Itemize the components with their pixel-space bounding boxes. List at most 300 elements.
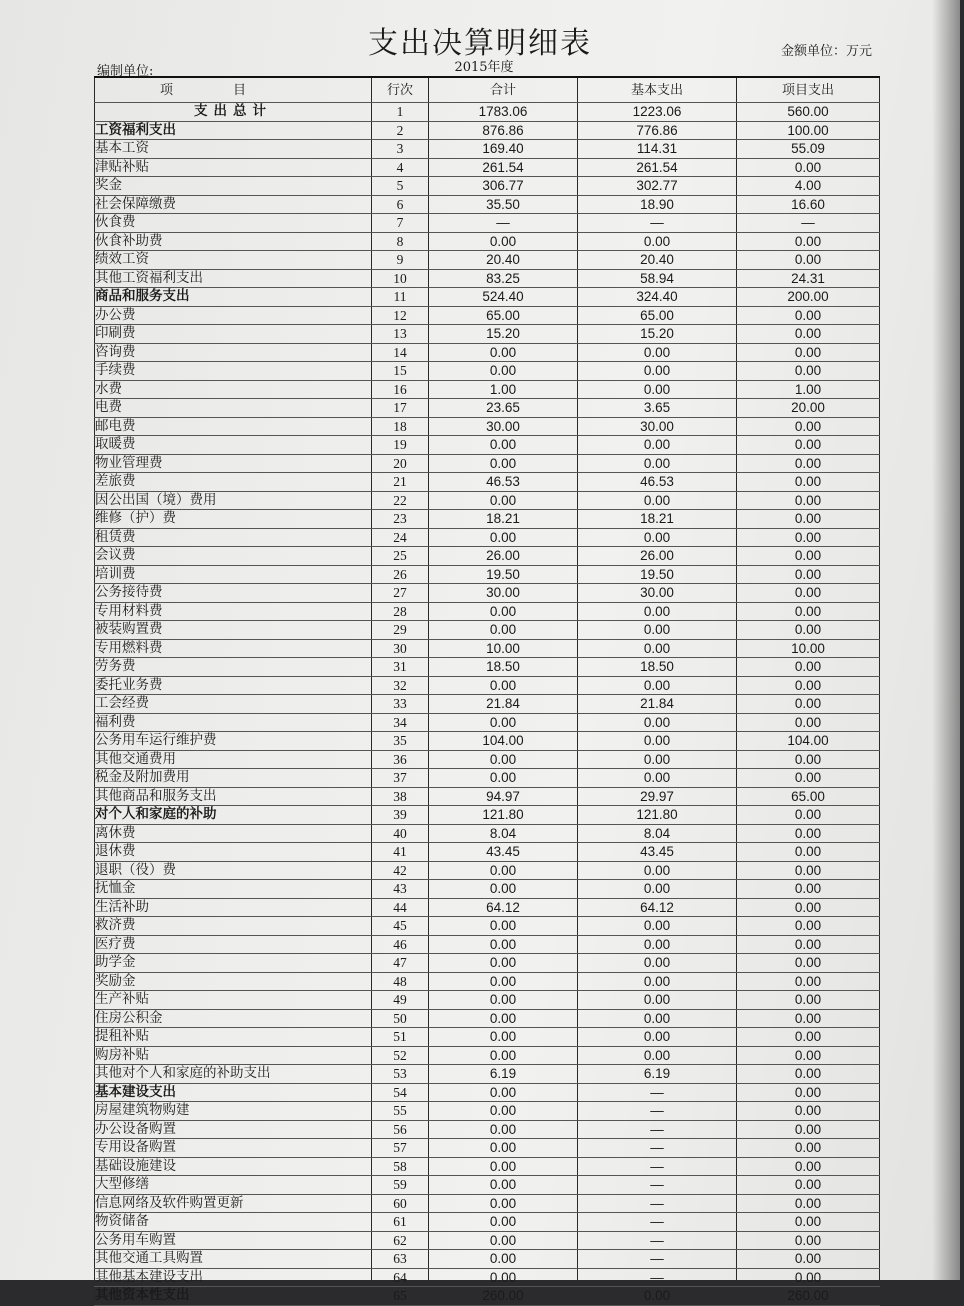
table-row bbox=[95, 232, 880, 251]
row-project: 0.00 bbox=[737, 528, 880, 547]
row-project: 0.00 bbox=[737, 676, 880, 695]
row-name: 生产补贴 bbox=[95, 991, 372, 1010]
table-row bbox=[95, 269, 880, 288]
row-name: 离休费 bbox=[95, 824, 372, 843]
row-project: 0.00 bbox=[737, 824, 880, 843]
column-header-name: 项目 bbox=[95, 77, 372, 103]
row-name: 委托业务费 bbox=[95, 676, 372, 695]
row-project: 65.00 bbox=[737, 787, 880, 806]
row-name: 工资福利支出 bbox=[95, 121, 372, 140]
row-total: 0.00 bbox=[429, 1083, 578, 1102]
row-name: 会议费 bbox=[95, 547, 372, 566]
row-basic: 302.77 bbox=[578, 177, 737, 196]
row-line-number: 30 bbox=[372, 639, 429, 658]
row-total: 20.40 bbox=[429, 251, 578, 270]
row-line-number: 64 bbox=[372, 1268, 429, 1287]
row-total: 23.65 bbox=[429, 399, 578, 418]
row-project: 16.60 bbox=[737, 195, 880, 214]
row-line-number: 47 bbox=[372, 954, 429, 973]
row-name: 支出总计 bbox=[95, 103, 372, 122]
table-row bbox=[95, 621, 880, 640]
table-row bbox=[95, 362, 880, 381]
row-basic: 21.84 bbox=[578, 695, 737, 714]
row-project: 0.00 bbox=[737, 325, 880, 344]
row-total: 0.00 bbox=[429, 1009, 578, 1028]
row-project: 0.00 bbox=[737, 935, 880, 954]
row-basic: 6.19 bbox=[578, 1065, 737, 1084]
row-line-number: 45 bbox=[372, 917, 429, 936]
table-row bbox=[95, 806, 880, 825]
row-total: 0.00 bbox=[429, 1102, 578, 1121]
row-basic: 15.20 bbox=[578, 325, 737, 344]
row-project: 260.00 bbox=[737, 1287, 880, 1306]
row-name: 专用材料费 bbox=[95, 602, 372, 621]
row-line-number: 46 bbox=[372, 935, 429, 954]
row-project: 200.00 bbox=[737, 288, 880, 307]
row-line-number: 7 bbox=[372, 214, 429, 233]
table-row bbox=[95, 417, 880, 436]
row-name: 税金及附加费用 bbox=[95, 769, 372, 788]
row-basic: 18.50 bbox=[578, 658, 737, 677]
row-basic: 29.97 bbox=[578, 787, 737, 806]
row-project: 0.00 bbox=[737, 1046, 880, 1065]
row-line-number: 31 bbox=[372, 658, 429, 677]
row-basic: 0.00 bbox=[578, 454, 737, 473]
row-total: 0.00 bbox=[429, 1157, 578, 1176]
row-total: 0.00 bbox=[429, 676, 578, 695]
row-total: 0.00 bbox=[429, 491, 578, 510]
row-basic: — bbox=[578, 1139, 737, 1158]
row-line-number: 49 bbox=[372, 991, 429, 1010]
row-total: 0.00 bbox=[429, 362, 578, 381]
table-row bbox=[95, 880, 880, 899]
row-line-number: 2 bbox=[372, 121, 429, 140]
row-basic: 0.00 bbox=[578, 528, 737, 547]
table-row bbox=[95, 473, 880, 492]
row-name: 其他资本性支出 bbox=[95, 1287, 372, 1306]
row-total: 0.00 bbox=[429, 232, 578, 251]
row-name: 培训费 bbox=[95, 565, 372, 584]
row-name: 其他工资福利支出 bbox=[95, 269, 372, 288]
row-basic: — bbox=[578, 1194, 737, 1213]
row-line-number: 24 bbox=[372, 528, 429, 547]
row-total: 0.00 bbox=[429, 1139, 578, 1158]
row-line-number: 40 bbox=[372, 824, 429, 843]
table-row bbox=[95, 584, 880, 603]
row-total: 0.00 bbox=[429, 1176, 578, 1195]
row-project: 0.00 bbox=[737, 251, 880, 270]
row-basic: 324.40 bbox=[578, 288, 737, 307]
row-line-number: 41 bbox=[372, 843, 429, 862]
table-row bbox=[95, 399, 880, 418]
row-project: 100.00 bbox=[737, 121, 880, 140]
row-total: 0.00 bbox=[429, 880, 578, 899]
row-line-number: 9 bbox=[372, 251, 429, 270]
row-name: 手续费 bbox=[95, 362, 372, 381]
table-row bbox=[95, 1065, 880, 1084]
table-row bbox=[95, 436, 880, 455]
row-line-number: 33 bbox=[372, 695, 429, 714]
row-name: 退休费 bbox=[95, 843, 372, 862]
row-project: 10.00 bbox=[737, 639, 880, 658]
row-name: 奖金 bbox=[95, 177, 372, 196]
row-total: 0.00 bbox=[429, 1046, 578, 1065]
row-name: 专用设备购置 bbox=[95, 1139, 372, 1158]
row-name: 生活补助 bbox=[95, 898, 372, 917]
row-project: 0.00 bbox=[737, 1268, 880, 1287]
table-row bbox=[95, 510, 880, 529]
row-total: 0.00 bbox=[429, 343, 578, 362]
row-line-number: 51 bbox=[372, 1028, 429, 1047]
row-name: 差旅费 bbox=[95, 473, 372, 492]
table-row bbox=[95, 639, 880, 658]
row-name: 因公出国（境）费用 bbox=[95, 491, 372, 510]
row-basic: — bbox=[578, 1157, 737, 1176]
table-row bbox=[95, 306, 880, 325]
table-row bbox=[95, 214, 880, 233]
row-project: 0.00 bbox=[737, 436, 880, 455]
row-name: 伙食费 bbox=[95, 214, 372, 233]
row-project: 0.00 bbox=[737, 306, 880, 325]
row-project: 0.00 bbox=[737, 602, 880, 621]
row-line-number: 22 bbox=[372, 491, 429, 510]
row-basic: 0.00 bbox=[578, 343, 737, 362]
row-line-number: 50 bbox=[372, 1009, 429, 1028]
row-line-number: 55 bbox=[372, 1102, 429, 1121]
row-line-number: 20 bbox=[372, 454, 429, 473]
table-row bbox=[95, 325, 880, 344]
row-line-number: 59 bbox=[372, 1176, 429, 1195]
row-basic: 0.00 bbox=[578, 732, 737, 751]
row-basic: 776.86 bbox=[578, 121, 737, 140]
table-row bbox=[95, 1083, 880, 1102]
row-total: 0.00 bbox=[429, 1250, 578, 1269]
row-line-number: 37 bbox=[372, 769, 429, 788]
row-basic: 3.65 bbox=[578, 399, 737, 418]
row-basic: — bbox=[578, 1268, 737, 1287]
row-total: 18.21 bbox=[429, 510, 578, 529]
row-name: 房屋建筑物购建 bbox=[95, 1102, 372, 1121]
row-project: 0.00 bbox=[737, 769, 880, 788]
row-name: 基础设施建设 bbox=[95, 1157, 372, 1176]
row-name: 基本建设支出 bbox=[95, 1083, 372, 1102]
table-row bbox=[95, 1231, 880, 1250]
row-basic: 0.00 bbox=[578, 362, 737, 381]
row-total: 0.00 bbox=[429, 917, 578, 936]
row-name: 其他基本建设支出 bbox=[95, 1268, 372, 1287]
row-project: 1.00 bbox=[737, 380, 880, 399]
row-line-number: 18 bbox=[372, 417, 429, 436]
row-name: 工会经费 bbox=[95, 695, 372, 714]
row-project: 0.00 bbox=[737, 991, 880, 1010]
row-name: 物业管理费 bbox=[95, 454, 372, 473]
row-total: 64.12 bbox=[429, 898, 578, 917]
row-project: 0.00 bbox=[737, 1139, 880, 1158]
row-basic: 0.00 bbox=[578, 1009, 737, 1028]
photo-shadow-edge bbox=[932, 0, 960, 1280]
row-basic: 114.31 bbox=[578, 140, 737, 159]
table-row bbox=[95, 1157, 880, 1176]
row-project: 0.00 bbox=[737, 1120, 880, 1139]
row-basic: 0.00 bbox=[578, 991, 737, 1010]
row-total: 0.00 bbox=[429, 750, 578, 769]
row-line-number: 56 bbox=[372, 1120, 429, 1139]
row-name: 社会保障缴费 bbox=[95, 195, 372, 214]
row-total: 121.80 bbox=[429, 806, 578, 825]
row-project: 0.00 bbox=[737, 621, 880, 640]
row-basic: 0.00 bbox=[578, 972, 737, 991]
table-row bbox=[95, 658, 880, 677]
row-basic: — bbox=[578, 1231, 737, 1250]
row-total: 43.45 bbox=[429, 843, 578, 862]
row-line-number: 43 bbox=[372, 880, 429, 899]
table-row bbox=[95, 787, 880, 806]
row-project: 0.00 bbox=[737, 232, 880, 251]
row-total: 0.00 bbox=[429, 972, 578, 991]
row-total: 261.54 bbox=[429, 158, 578, 177]
row-total: 1783.06 bbox=[429, 103, 578, 122]
row-total: 6.19 bbox=[429, 1065, 578, 1084]
row-basic: 0.00 bbox=[578, 713, 737, 732]
row-total: 260.00 bbox=[429, 1287, 578, 1306]
row-total: 0.00 bbox=[429, 1268, 578, 1287]
row-name: 医疗费 bbox=[95, 935, 372, 954]
row-line-number: 32 bbox=[372, 676, 429, 695]
table-row bbox=[95, 454, 880, 473]
table-row bbox=[95, 917, 880, 936]
table-row bbox=[95, 491, 880, 510]
row-project: 0.00 bbox=[737, 658, 880, 677]
row-project: 0.00 bbox=[737, 861, 880, 880]
row-basic: 0.00 bbox=[578, 1287, 737, 1306]
row-basic: 0.00 bbox=[578, 954, 737, 973]
row-name: 公务用车购置 bbox=[95, 1231, 372, 1250]
row-basic: 0.00 bbox=[578, 1046, 737, 1065]
row-line-number: 61 bbox=[372, 1213, 429, 1232]
table-row bbox=[95, 676, 880, 695]
row-project: 0.00 bbox=[737, 1231, 880, 1250]
row-name: 福利费 bbox=[95, 713, 372, 732]
table-row bbox=[95, 972, 880, 991]
row-line-number: 63 bbox=[372, 1250, 429, 1269]
row-total: 0.00 bbox=[429, 991, 578, 1010]
table-row bbox=[95, 1028, 880, 1047]
row-name: 公务接待费 bbox=[95, 584, 372, 603]
table-row bbox=[95, 565, 880, 584]
row-line-number: 38 bbox=[372, 787, 429, 806]
row-name: 抚恤金 bbox=[95, 880, 372, 899]
table-row bbox=[95, 1268, 880, 1287]
row-basic: 121.80 bbox=[578, 806, 737, 825]
row-line-number: 54 bbox=[372, 1083, 429, 1102]
row-line-number: 52 bbox=[372, 1046, 429, 1065]
row-line-number: 42 bbox=[372, 861, 429, 880]
row-line-number: 26 bbox=[372, 565, 429, 584]
row-name: 水费 bbox=[95, 380, 372, 399]
row-name: 劳务费 bbox=[95, 658, 372, 677]
row-basic: 0.00 bbox=[578, 750, 737, 769]
table-row bbox=[95, 1250, 880, 1269]
row-line-number: 10 bbox=[372, 269, 429, 288]
row-line-number: 12 bbox=[372, 306, 429, 325]
row-line-number: 3 bbox=[372, 140, 429, 159]
row-total: 83.25 bbox=[429, 269, 578, 288]
row-basic: 0.00 bbox=[578, 232, 737, 251]
row-total: 8.04 bbox=[429, 824, 578, 843]
row-project: 0.00 bbox=[737, 972, 880, 991]
row-line-number: 11 bbox=[372, 288, 429, 307]
row-basic: 0.00 bbox=[578, 491, 737, 510]
row-total: 65.00 bbox=[429, 306, 578, 325]
row-basic: 0.00 bbox=[578, 935, 737, 954]
table-row bbox=[95, 1213, 880, 1232]
table-row bbox=[95, 695, 880, 714]
row-basic: 1223.06 bbox=[578, 103, 737, 122]
row-line-number: 23 bbox=[372, 510, 429, 529]
table-row bbox=[95, 1176, 880, 1195]
row-project: 0.00 bbox=[737, 510, 880, 529]
row-basic: 0.00 bbox=[578, 917, 737, 936]
row-basic: 0.00 bbox=[578, 861, 737, 880]
row-name: 咨询费 bbox=[95, 343, 372, 362]
row-total: 1.00 bbox=[429, 380, 578, 399]
row-line-number: 34 bbox=[372, 713, 429, 732]
row-project: 0.00 bbox=[737, 843, 880, 862]
row-project: 0.00 bbox=[737, 343, 880, 362]
table-row bbox=[95, 251, 880, 270]
row-basic: 46.53 bbox=[578, 473, 737, 492]
row-total: 26.00 bbox=[429, 547, 578, 566]
row-project: 104.00 bbox=[737, 732, 880, 751]
row-name: 办公设备购置 bbox=[95, 1120, 372, 1139]
row-project: 0.00 bbox=[737, 473, 880, 492]
table-row bbox=[95, 103, 880, 122]
row-line-number: 1 bbox=[372, 103, 429, 122]
row-total: 0.00 bbox=[429, 528, 578, 547]
row-total: 15.20 bbox=[429, 325, 578, 344]
row-name: 被装购置费 bbox=[95, 621, 372, 640]
row-basic: — bbox=[578, 1102, 737, 1121]
document-title: 支出决算明细表 bbox=[368, 26, 592, 61]
row-project: 0.00 bbox=[737, 1194, 880, 1213]
row-project: 0.00 bbox=[737, 1213, 880, 1232]
row-name: 租赁费 bbox=[95, 528, 372, 547]
row-name: 电费 bbox=[95, 399, 372, 418]
row-basic: 30.00 bbox=[578, 417, 737, 436]
row-name: 津贴补贴 bbox=[95, 158, 372, 177]
row-basic: 8.04 bbox=[578, 824, 737, 843]
row-total: 0.00 bbox=[429, 602, 578, 621]
row-project: 0.00 bbox=[737, 1065, 880, 1084]
row-project: 0.00 bbox=[737, 547, 880, 566]
row-basic: 30.00 bbox=[578, 584, 737, 603]
row-total: 104.00 bbox=[429, 732, 578, 751]
row-name: 退职（役）费 bbox=[95, 861, 372, 880]
table-row bbox=[95, 121, 880, 140]
row-name: 住房公积金 bbox=[95, 1009, 372, 1028]
row-line-number: 28 bbox=[372, 602, 429, 621]
row-name: 取暖费 bbox=[95, 436, 372, 455]
row-project: 55.09 bbox=[737, 140, 880, 159]
row-name: 购房补贴 bbox=[95, 1046, 372, 1065]
row-project: 0.00 bbox=[737, 362, 880, 381]
row-project: 0.00 bbox=[737, 695, 880, 714]
row-total: 0.00 bbox=[429, 454, 578, 473]
row-project: 24.31 bbox=[737, 269, 880, 288]
row-project: 4.00 bbox=[737, 177, 880, 196]
table-row bbox=[95, 158, 880, 177]
row-name: 信息网络及软件购置更新 bbox=[95, 1194, 372, 1213]
row-line-number: 6 bbox=[372, 195, 429, 214]
row-line-number: 65 bbox=[372, 1287, 429, 1306]
row-basic: 0.00 bbox=[578, 1028, 737, 1047]
row-project: 0.00 bbox=[737, 1083, 880, 1102]
row-basic: 18.90 bbox=[578, 195, 737, 214]
row-total: — bbox=[429, 214, 578, 233]
column-header-line: 行次 bbox=[372, 77, 429, 103]
table-row bbox=[95, 1287, 880, 1306]
row-name: 救济费 bbox=[95, 917, 372, 936]
row-total: 30.00 bbox=[429, 417, 578, 436]
table-row bbox=[95, 528, 880, 547]
row-total: 0.00 bbox=[429, 436, 578, 455]
row-line-number: 53 bbox=[372, 1065, 429, 1084]
row-basic: 64.12 bbox=[578, 898, 737, 917]
row-project: 0.00 bbox=[737, 454, 880, 473]
row-project: 0.00 bbox=[737, 584, 880, 603]
table-row bbox=[95, 1009, 880, 1028]
table-row bbox=[95, 935, 880, 954]
row-line-number: 14 bbox=[372, 343, 429, 362]
row-total: 0.00 bbox=[429, 1120, 578, 1139]
row-project: 0.00 bbox=[737, 1176, 880, 1195]
row-name: 助学金 bbox=[95, 954, 372, 973]
table-row bbox=[95, 1046, 880, 1065]
row-total: 0.00 bbox=[429, 935, 578, 954]
table-row bbox=[95, 1102, 880, 1121]
row-name: 其他交通工具购置 bbox=[95, 1250, 372, 1269]
row-line-number: 35 bbox=[372, 732, 429, 751]
row-name: 奖励金 bbox=[95, 972, 372, 991]
row-project: 0.00 bbox=[737, 1028, 880, 1047]
row-total: 18.50 bbox=[429, 658, 578, 677]
row-total: 30.00 bbox=[429, 584, 578, 603]
row-project: 0.00 bbox=[737, 1250, 880, 1269]
table-row bbox=[95, 1120, 880, 1139]
row-line-number: 29 bbox=[372, 621, 429, 640]
row-line-number: 16 bbox=[372, 380, 429, 399]
row-project: 0.00 bbox=[737, 158, 880, 177]
row-total: 0.00 bbox=[429, 621, 578, 640]
table-row bbox=[95, 177, 880, 196]
row-total: 0.00 bbox=[429, 1194, 578, 1213]
row-total: 0.00 bbox=[429, 769, 578, 788]
row-line-number: 27 bbox=[372, 584, 429, 603]
row-line-number: 13 bbox=[372, 325, 429, 344]
expenditure-table bbox=[94, 76, 880, 1306]
row-project: 0.00 bbox=[737, 917, 880, 936]
row-name: 提租补贴 bbox=[95, 1028, 372, 1047]
row-line-number: 4 bbox=[372, 158, 429, 177]
row-name: 办公费 bbox=[95, 306, 372, 325]
table-row bbox=[95, 843, 880, 862]
row-total: 19.50 bbox=[429, 565, 578, 584]
row-project: 20.00 bbox=[737, 399, 880, 418]
row-project: 0.00 bbox=[737, 750, 880, 769]
row-line-number: 48 bbox=[372, 972, 429, 991]
row-basic: 0.00 bbox=[578, 436, 737, 455]
row-name: 邮电费 bbox=[95, 417, 372, 436]
